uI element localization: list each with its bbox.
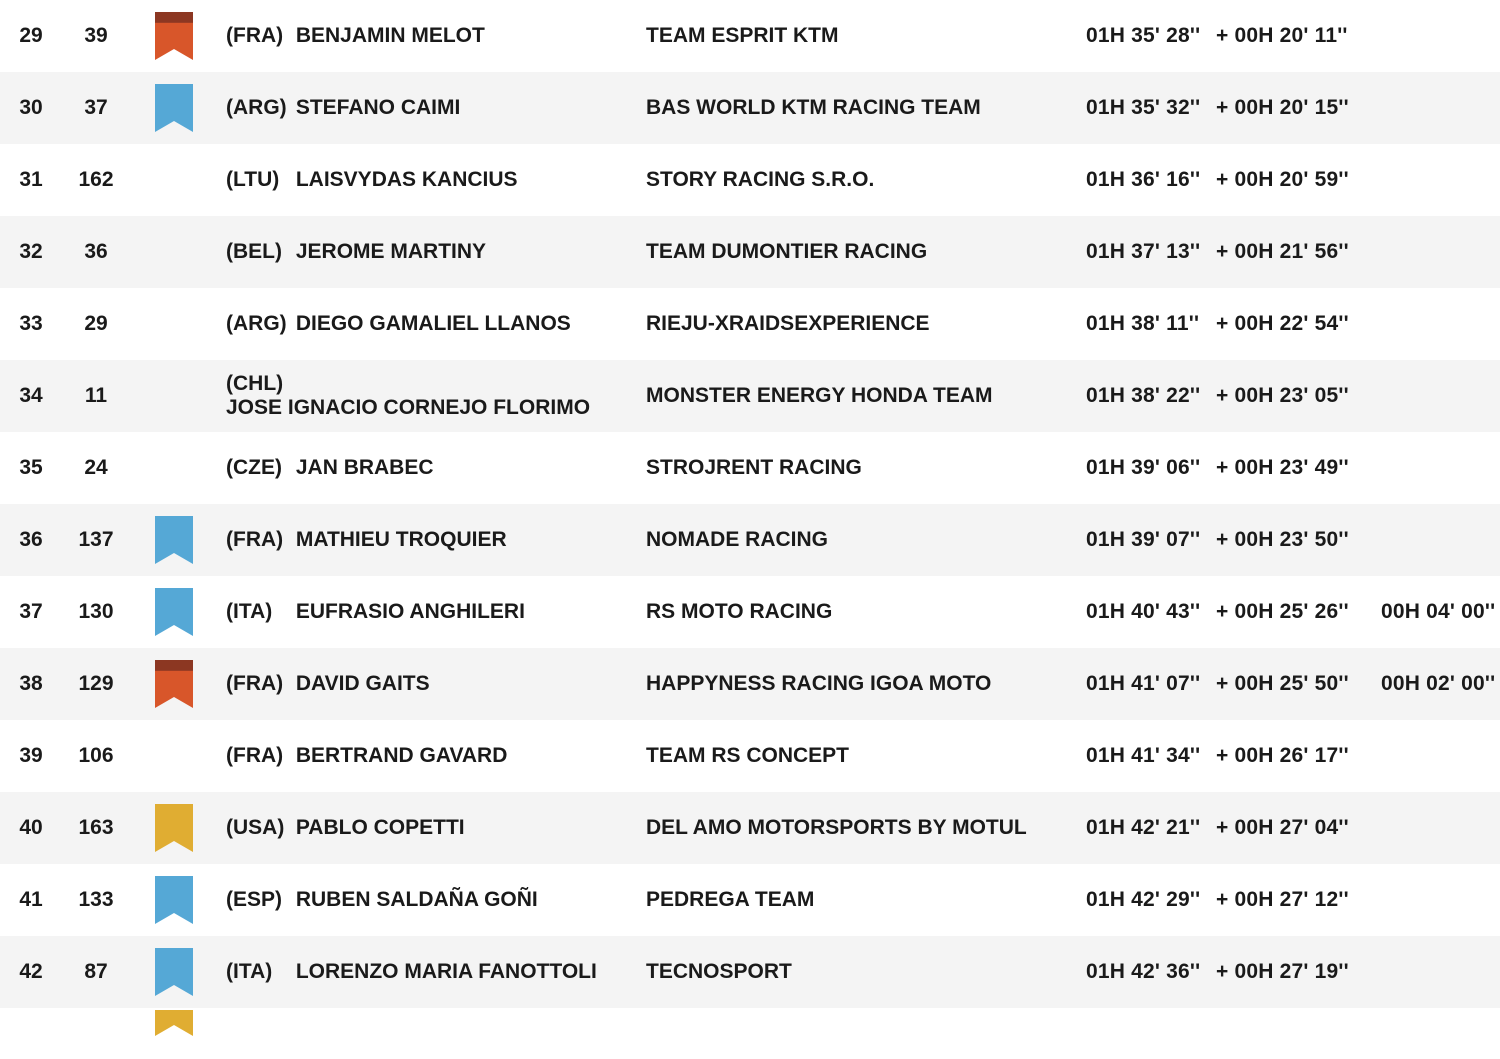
cell-race-number: 39 [84, 24, 108, 47]
cell-penalty [1381, 144, 1500, 216]
cell-rider [218, 144, 646, 216]
rider-nationality: (FRA) [226, 744, 284, 767]
rider-nationality: (FRA) [226, 24, 284, 47]
cell-total-time: 01H 42' 21'' [1086, 816, 1201, 839]
cell-rank: 31 [19, 168, 43, 191]
cell-gap: + 00H 25' 26'' [1216, 600, 1349, 623]
cell-category-ribbon [130, 0, 218, 72]
cell-team [646, 1008, 1086, 1038]
cell-rank: 37 [19, 600, 43, 623]
cell-penalty [1381, 792, 1500, 864]
cell-total-time: 01H 36' 16'' [1086, 168, 1201, 191]
cell-gap: + 00H 20' 15'' [1216, 96, 1349, 119]
rider-name: DIEGO GAMALIEL LLANOS [295, 312, 571, 335]
cell-race-number: 137 [78, 528, 114, 551]
rider-nationality: (ESP) [226, 888, 283, 911]
cell-category-ribbon [130, 144, 218, 216]
category-ribbon-icon [155, 948, 193, 996]
rider-nationality: (ARG) [226, 312, 287, 335]
cell-rank: 29 [19, 24, 43, 47]
table-row[interactable] [0, 144, 1500, 216]
cell-gap [1216, 1008, 1381, 1038]
cell-rider [218, 432, 646, 504]
cell-rider [218, 1008, 646, 1038]
cell-race-number: 24 [84, 456, 108, 479]
cell-penalty [1381, 936, 1500, 1008]
cell-total-time: 01H 37' 13'' [1086, 240, 1201, 263]
cell-penalty [1381, 1008, 1500, 1038]
cell-rider [218, 360, 646, 432]
cell-penalty [1381, 432, 1500, 504]
rider-name: LAISVYDAS KANCIUS [295, 168, 518, 191]
cell-category-ribbon [130, 504, 218, 576]
cell-race-number: 129 [78, 672, 114, 695]
cell-gap: + 00H 23' 49'' [1216, 456, 1349, 479]
cell-rider [218, 288, 646, 360]
cell-team: MONSTER ENERGY HONDA TEAM [646, 384, 993, 407]
cell-race-number: 106 [78, 744, 114, 767]
category-ribbon-icon [155, 84, 193, 132]
cell-category-ribbon [130, 936, 218, 1008]
cell-penalty [1381, 864, 1500, 936]
cell-total-time: 01H 35' 32'' [1086, 96, 1201, 119]
cell-rider [218, 216, 646, 288]
cell-race-number: 130 [78, 600, 114, 623]
cell-total-time: 01H 40' 43'' [1086, 600, 1201, 623]
category-ribbon-icon [155, 588, 193, 636]
table-row[interactable] [0, 288, 1500, 360]
rider-nationality: (LTU) [226, 168, 280, 191]
cell-team: RS MOTO RACING [646, 600, 833, 623]
cell-team: TEAM ESPRIT KTM [646, 24, 839, 47]
cell-penalty [1381, 504, 1500, 576]
cell-penalty [1381, 288, 1500, 360]
category-ribbon-icon [155, 516, 193, 564]
rider-nationality: (CZE) [226, 456, 282, 479]
cell-rider [218, 0, 646, 72]
rider-name: LORENZO MARIA FANOTTOLI [295, 960, 597, 983]
rider-name: BENJAMIN MELOT [295, 24, 485, 47]
rider-name: JOSE IGNACIO CORNEJO FLORIMO [226, 396, 591, 419]
category-ribbon-icon [155, 1010, 193, 1036]
cell-category-ribbon [130, 72, 218, 144]
rider-nationality: (USA) [226, 816, 285, 839]
cell-team: HAPPYNESS RACING IGOA MOTO [646, 672, 992, 695]
cell-rank: 32 [19, 240, 43, 263]
table-row[interactable] [0, 0, 1500, 72]
cell-race-number [62, 1008, 130, 1038]
cell-rank: 34 [19, 384, 43, 407]
cell-rank: 35 [19, 456, 43, 479]
table-row[interactable] [0, 936, 1500, 1008]
cell-team: BAS WORLD KTM RACING TEAM [646, 96, 981, 119]
cell-team: PEDREGA TEAM [646, 888, 815, 911]
cell-total-time: 01H 42' 29'' [1086, 888, 1201, 911]
cell-total-time: 01H 35' 28'' [1086, 24, 1201, 47]
cell-rider [218, 504, 646, 576]
cell-race-number: 36 [84, 240, 108, 263]
rider-nationality: (ITA) [226, 960, 273, 983]
cell-rank: 38 [19, 672, 43, 695]
cell-category-ribbon [130, 216, 218, 288]
cell-penalty [1381, 360, 1500, 432]
cell-total-time: 01H 42' 36'' [1086, 960, 1201, 983]
cell-rank: 36 [19, 528, 43, 551]
category-ribbon-icon [155, 660, 193, 708]
cell-penalty [1381, 216, 1500, 288]
table-row[interactable] [0, 576, 1500, 648]
cell-race-number: 163 [78, 816, 114, 839]
rider-name: MATHIEU TROQUIER [295, 528, 507, 551]
rider-nationality: (FRA) [226, 528, 284, 551]
cell-penalty [1381, 72, 1500, 144]
rider-name: RUBEN SALDAÑA GOÑI [295, 888, 538, 911]
cell-rank: 30 [19, 96, 43, 119]
cell-category-ribbon [130, 864, 218, 936]
cell-rank [0, 1008, 62, 1038]
cell-race-number: 29 [84, 312, 108, 335]
cell-total-time: 01H 38' 22'' [1086, 384, 1201, 407]
cell-rider [218, 576, 646, 648]
rider-name: BERTRAND GAVARD [295, 744, 508, 767]
rider-name: JEROME MARTINY [295, 240, 487, 263]
cell-race-number: 133 [78, 888, 114, 911]
cell-gap: + 00H 20' 59'' [1216, 168, 1349, 191]
cell-rank: 33 [19, 312, 43, 335]
cell-category-ribbon [130, 648, 218, 720]
cell-rider [218, 72, 646, 144]
rider-nationality: (BEL) [226, 240, 282, 263]
cell-total-time: 01H 39' 07'' [1086, 528, 1201, 551]
cell-gap: + 00H 25' 50'' [1216, 672, 1349, 695]
cell-rank: 41 [19, 888, 43, 911]
category-ribbon-icon [155, 804, 193, 852]
cell-race-number: 11 [84, 384, 108, 407]
table-row[interactable] [0, 720, 1500, 792]
cell-category-ribbon [130, 288, 218, 360]
cell-team: TECNOSPORT [646, 960, 792, 983]
rider-nationality: (ARG) [226, 96, 287, 119]
table-row[interactable] [0, 216, 1500, 288]
table-row[interactable] [0, 360, 1500, 432]
rider-name: PABLO COPETTI [295, 816, 465, 839]
rider-name: DAVID GAITS [295, 672, 430, 695]
table-row[interactable] [0, 504, 1500, 576]
cell-rider [218, 648, 646, 720]
cell-rider [218, 792, 646, 864]
rider-name: JAN BRABEC [295, 456, 434, 479]
cell-gap: + 00H 27' 12'' [1216, 888, 1349, 911]
category-ribbon-icon [155, 12, 193, 60]
cell-rider [218, 720, 646, 792]
cell-gap: + 00H 27' 19'' [1216, 960, 1349, 983]
cell-total-time: 01H 39' 06'' [1086, 456, 1201, 479]
cell-gap: + 00H 20' 11'' [1216, 24, 1348, 47]
cell-team: TEAM DUMONTIER RACING [646, 240, 928, 263]
rider-nationality: (FRA) [226, 672, 284, 695]
cell-race-number: 162 [78, 168, 114, 191]
cell-rank: 42 [19, 960, 43, 983]
cell-total-time: 01H 41' 07'' [1086, 672, 1201, 695]
cell-total-time: 01H 41' 34'' [1086, 744, 1201, 767]
cell-gap: + 00H 23' 50'' [1216, 528, 1349, 551]
cell-category-ribbon [130, 576, 218, 648]
cell-gap: + 00H 21' 56'' [1216, 240, 1349, 263]
cell-category-ribbon [130, 1008, 218, 1038]
rider-name: EUFRASIO ANGHILERI [295, 600, 525, 623]
cell-rider [218, 936, 646, 1008]
table-row[interactable] [0, 1008, 1500, 1038]
cell-total-time [1086, 1008, 1216, 1038]
cell-penalty [1381, 0, 1500, 72]
cell-team: STORY RACING S.R.O. [646, 168, 875, 191]
cell-gap: + 00H 22' 54'' [1216, 312, 1349, 335]
table-row[interactable] [0, 432, 1500, 504]
cell-team: NOMADE RACING [646, 528, 828, 551]
table-row[interactable] [0, 648, 1500, 720]
cell-gap: + 00H 26' 17'' [1216, 744, 1349, 767]
cell-category-ribbon [130, 720, 218, 792]
table-row[interactable] [0, 864, 1500, 936]
cell-total-time: 01H 38' 11'' [1086, 312, 1200, 335]
cell-category-ribbon [130, 360, 218, 432]
cell-team: DEL AMO MOTORSPORTS BY MOTUL [646, 816, 1027, 839]
cell-gap: + 00H 27' 04'' [1216, 816, 1349, 839]
cell-team: RIEJU-XRAIDSEXPERIENCE [646, 312, 930, 335]
rider-name: STEFANO CAIMI [295, 96, 461, 119]
cell-category-ribbon [130, 792, 218, 864]
cell-rank: 40 [19, 816, 43, 839]
cell-rider [218, 864, 646, 936]
cell-race-number: 87 [84, 960, 108, 983]
category-ribbon-icon [155, 876, 193, 924]
cell-team: STROJRENT RACING [646, 456, 862, 479]
rider-nationality: (CHL) [226, 372, 284, 395]
cell-penalty: 00H 02' 00'' [1381, 672, 1496, 695]
cell-category-ribbon [130, 432, 218, 504]
cell-penalty [1381, 720, 1500, 792]
cell-gap: + 00H 23' 05'' [1216, 384, 1349, 407]
cell-penalty: 00H 04' 00'' [1381, 600, 1496, 623]
rider-nationality: (ITA) [226, 600, 273, 623]
table-row[interactable] [0, 792, 1500, 864]
cell-team: TEAM RS CONCEPT [646, 744, 850, 767]
cell-rank: 39 [19, 744, 43, 767]
cell-race-number: 37 [84, 96, 108, 119]
table-row[interactable] [0, 72, 1500, 144]
